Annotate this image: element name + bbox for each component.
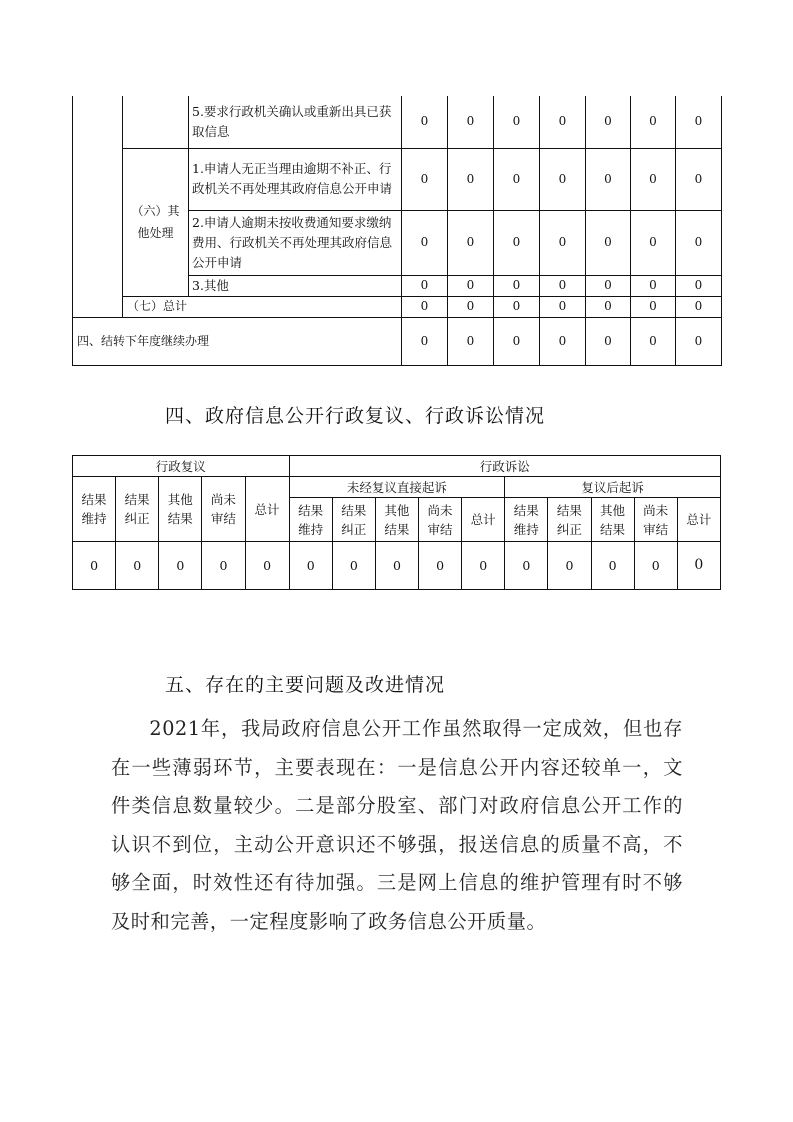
review-litigation-table [72, 455, 721, 590]
col-header: 结果纠正 [116, 477, 159, 542]
value-cell: 0 [634, 542, 677, 590]
row-desc: 5.要求行政机关确认或重新出具已获取信息 [189, 96, 402, 148]
value-cell: 0 [676, 148, 722, 210]
row-desc: 1.申请人无正当理由逾期不补正、行政机关不再处理其政府信息公开申请 [189, 148, 402, 210]
value-cell: 0 [375, 542, 418, 590]
value-cell: 0 [586, 275, 631, 296]
col-header: 结果维持 [73, 477, 116, 542]
col-header: 总计 [245, 477, 289, 542]
direct-suit-header: 未经复议直接起诉 [289, 477, 505, 498]
value-cell: 0 [245, 542, 289, 590]
section-4-title: 四、政府信息公开行政复议、行政诉讼情况 [165, 405, 546, 427]
value-cell: 0 [448, 148, 494, 210]
after-review-header: 复议后起诉 [505, 477, 721, 498]
value-cell: 0 [494, 296, 540, 317]
table-row [73, 96, 722, 148]
row-desc: 3.其他 [189, 275, 402, 296]
value-cell: 0 [462, 542, 505, 590]
value-cell: 0 [448, 96, 494, 148]
row-desc: 2.申请人逾期未按收费通知要求缴纳费用、行政机关不再处理其政府信息公开申请 [189, 210, 402, 275]
value-cell: 0 [631, 210, 676, 275]
group-label: （六）其他处理 [123, 148, 189, 296]
col-header: 其他结果 [375, 498, 418, 542]
value-cell: 0 [494, 275, 540, 296]
col-header: 总计 [462, 498, 505, 542]
col-header: 其他结果 [591, 498, 634, 542]
value-cell: 0 [540, 210, 586, 275]
blank-cell [73, 96, 123, 317]
blank-cell [123, 96, 189, 148]
col-header: 总计 [677, 498, 720, 542]
col-header: 尚未审结 [419, 498, 462, 542]
carry-over-row [73, 317, 722, 365]
value-cell: 0 [494, 96, 540, 148]
value-cell: 0 [202, 542, 245, 590]
value-cell: 0 [332, 542, 375, 590]
value-cell: 0 [402, 148, 448, 210]
value-cell: 0 [586, 317, 631, 365]
table-row [73, 148, 722, 210]
section-5-title: 五、存在的主要问题及改进情况 [165, 674, 446, 696]
value-cell: 0 [494, 210, 540, 275]
value-cell: 0 [402, 296, 448, 317]
value-cell: 0 [540, 317, 586, 365]
value-cell: 0 [448, 210, 494, 275]
col-header: 结果纠正 [332, 498, 375, 542]
value-cell: 0 [448, 296, 494, 317]
col-header: 结果纠正 [548, 498, 591, 542]
value-cell: 0 [419, 542, 462, 590]
col-header: 结果维持 [505, 498, 548, 542]
value-cell: 0 [494, 148, 540, 210]
value-cell: 0 [159, 542, 202, 590]
value-cell: 0 [676, 317, 722, 365]
litigation-header: 行政诉讼 [289, 456, 720, 477]
value-cell: 0 [548, 542, 591, 590]
value-cell: 0 [631, 148, 676, 210]
col-header: 尚未审结 [634, 498, 677, 542]
value-cell: 0 [586, 296, 631, 317]
value-cell: 0 [631, 317, 676, 365]
value-cell: 0 [505, 542, 548, 590]
value-cell: 0 [540, 96, 586, 148]
col-header: 其他结果 [159, 477, 202, 542]
value-cell: 0 [540, 275, 586, 296]
value-cell: 0 [677, 542, 720, 590]
section-5-paragraph: 2021年，我局政府信息公开工作虽然取得一定成效，但也存在一些薄弱环节，主要表现在：一是信息公开内容还较单一，文件类信息数量较少。二是部分股室、部门对政府信息公开工作的认识不到位，主动公开意识还不够强，报送信息的质量不高，不够全面，时效性还有待加强。三是网上信息的维护管理有时不够及时和完善，一定程度影响了政务信息公开质量。 [111, 717, 683, 933]
value-cell: 0 [676, 275, 722, 296]
total-row [73, 296, 722, 317]
value-cell: 0 [586, 210, 631, 275]
value-cell: 0 [448, 275, 494, 296]
value-cell: 0 [73, 542, 116, 590]
col-header: 尚未审结 [202, 477, 245, 542]
total-label: （七）总计 [123, 296, 402, 317]
value-cell: 0 [676, 296, 722, 317]
value-cell: 0 [540, 148, 586, 210]
value-cell: 0 [402, 210, 448, 275]
table-row [73, 542, 721, 590]
col-header: 结果维持 [289, 498, 332, 542]
value-cell: 0 [116, 542, 159, 590]
value-cell: 0 [631, 296, 676, 317]
value-cell: 0 [631, 96, 676, 148]
value-cell: 0 [631, 275, 676, 296]
value-cell: 0 [586, 148, 631, 210]
value-cell: 0 [402, 96, 448, 148]
value-cell: 0 [402, 275, 448, 296]
value-cell: 0 [676, 96, 722, 148]
value-cell: 0 [540, 296, 586, 317]
value-cell: 0 [402, 317, 448, 365]
value-cell: 0 [289, 542, 332, 590]
carry-over-label: 四、结转下年度继续办理 [73, 317, 402, 365]
value-cell: 0 [448, 317, 494, 365]
value-cell: 0 [591, 542, 634, 590]
application-handling-table [72, 96, 722, 366]
value-cell: 0 [494, 317, 540, 365]
value-cell: 0 [586, 96, 631, 148]
review-header: 行政复议 [73, 456, 290, 477]
value-cell: 0 [676, 210, 722, 275]
